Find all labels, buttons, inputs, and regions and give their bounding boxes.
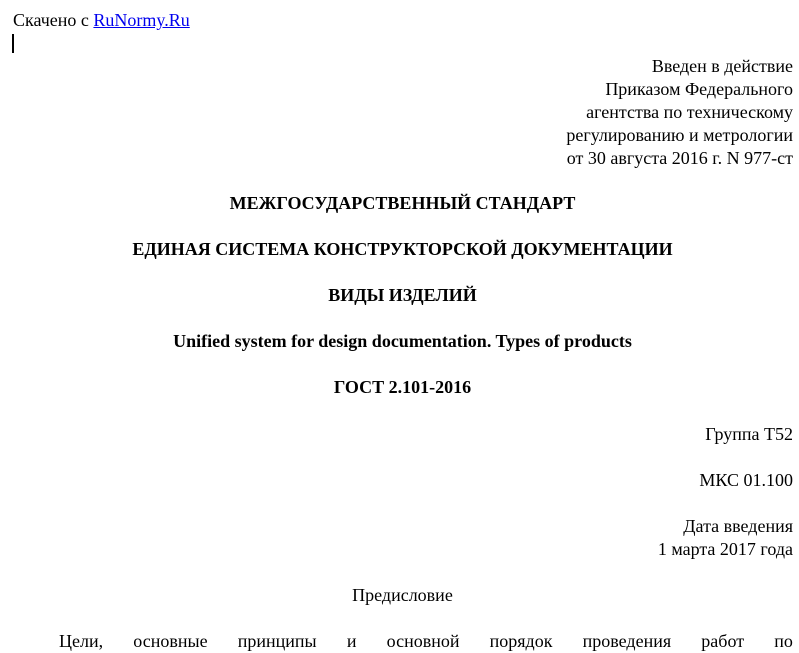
source-attribution — [13, 9, 190, 31]
text-cursor — [12, 34, 14, 53]
body-word: основной — [386, 631, 460, 651]
body-word: проведения — [582, 631, 672, 651]
source-link[interactable]: RuNormy.Ru — [93, 10, 190, 30]
body-word: Цели, — [59, 631, 104, 651]
classification-mks: МКС 01.100 — [699, 470, 793, 490]
enactment-line: Приказом Федерального — [605, 79, 793, 99]
body-word: основные — [133, 631, 208, 651]
preface-heading: Предисловие — [352, 585, 453, 605]
subject-heading: ВИДЫ ИЗДЕЛИЙ — [328, 285, 477, 305]
source-prefix: Скачено с — [13, 10, 89, 30]
enactment-line: регулированию и метрологии — [566, 125, 793, 145]
introduction-date — [658, 515, 793, 561]
standard-type-heading: МЕЖГОСУДАРСТВЕННЫЙ СТАНДАРТ — [229, 193, 576, 213]
enactment-line: от 30 августа 2016 г. N 977-ст — [566, 148, 793, 168]
enactment-line: Введен в действие — [651, 56, 793, 76]
enactment-line: агентства по техническому — [586, 102, 793, 122]
english-title: Unified system for design documentation. Types of products — [173, 331, 632, 351]
date-label: Дата введения — [683, 516, 793, 536]
body-word: порядок — [489, 631, 553, 651]
body-word: и — [346, 631, 357, 651]
classification-group: Группа Т52 — [705, 424, 793, 444]
body-word: работ — [701, 631, 745, 651]
system-heading: ЕДИНАЯ СИСТЕМА КОНСТРУКТОРСКОЙ ДОКУМЕНТАЦИИ — [132, 239, 673, 259]
standard-number: ГОСТ 2.101-2016 — [333, 377, 472, 397]
body-word: по — [774, 631, 793, 651]
enactment-block — [566, 55, 793, 170]
body-word: принципы — [237, 631, 317, 651]
date-value: 1 марта 2017 года — [657, 539, 793, 559]
